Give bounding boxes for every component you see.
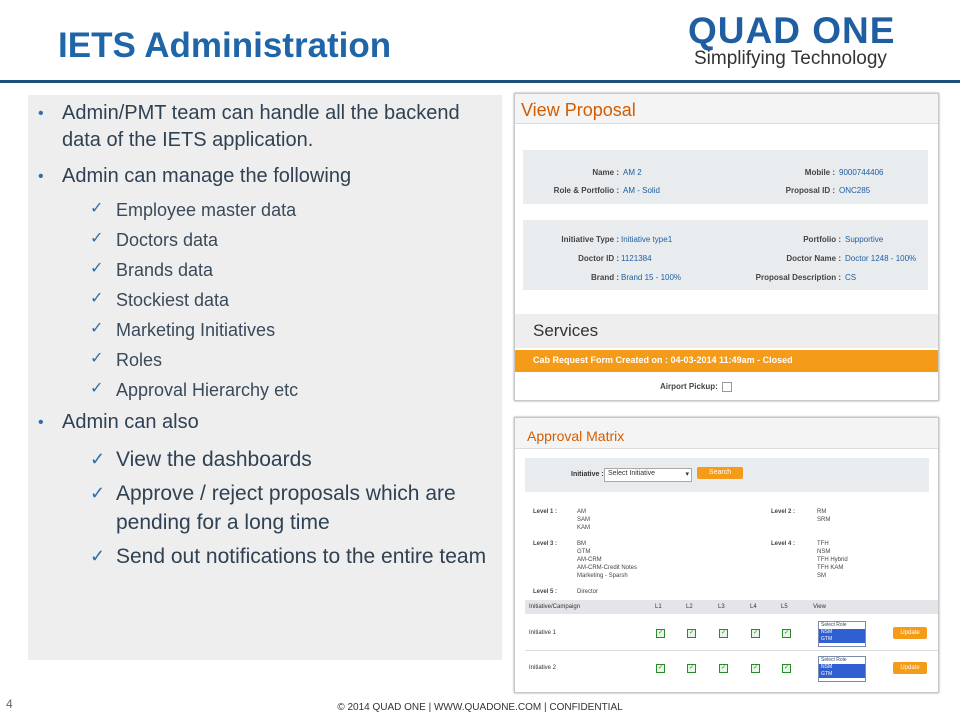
logo-main-text: QUAD ONE (688, 10, 896, 51)
checkbox-l4[interactable]: ✓ (752, 665, 759, 671)
role-listbox[interactable] (818, 621, 866, 647)
airport-pickup-label: Airport Pickup: (660, 382, 718, 391)
check-icon: ✓ (90, 546, 106, 566)
table-row (525, 651, 938, 685)
cab-request-bar[interactable] (515, 350, 938, 372)
checkbox-l3[interactable]: ✓ (720, 630, 727, 636)
check-icon: ✓ (90, 260, 104, 277)
col-l1: L1 (655, 604, 662, 610)
col-view: View (813, 604, 826, 610)
bullet-admin-also: • Admin can also (34, 409, 494, 436)
initiative-select[interactable]: Select Initiative ▾ (604, 468, 692, 482)
services-section (515, 314, 938, 348)
col-l5: L5 (781, 604, 788, 610)
brand-label: Brand : (591, 273, 619, 282)
manage-item: ✓ Approval Hierarchy etc (90, 380, 299, 400)
airport-pickup-checkbox[interactable] (722, 382, 732, 392)
also-item: ✓ View the dashboards (34, 445, 494, 474)
update-button[interactable]: Update (893, 662, 927, 674)
checkbox-l1[interactable]: ✓ (657, 665, 664, 671)
check-icon: ✓ (90, 290, 104, 307)
checkbox-l2[interactable]: ✓ (688, 630, 695, 636)
checkbox-l3[interactable]: ✓ (720, 665, 727, 671)
level5-label: Level 5 : (533, 589, 558, 595)
logo-tagline: Simplifying Technology (694, 48, 887, 69)
level4-values: TFH NSM TFH Hybrid TFH KAM SM (817, 541, 848, 579)
proposal-info-block (523, 150, 928, 204)
page-title: IETS Administration (58, 26, 392, 65)
check-icon: ✓ (90, 449, 106, 469)
col-initiative: Initiative/Campaign (529, 604, 581, 610)
doctor-id-label: Doctor ID : (578, 254, 619, 263)
brand-value: Brand 15 - 100% (621, 273, 682, 282)
cab-request-text: Cab Request Form Created on : 04-03-2014 11:49am - Closed (533, 355, 793, 365)
level1-label: Level 1 : (533, 509, 558, 515)
mobile-label: Mobile : (804, 168, 835, 177)
proposal-description-value: CS (845, 273, 857, 282)
approval-table (525, 600, 938, 692)
view-proposal-title: View Proposal (515, 94, 938, 124)
table-row (525, 616, 938, 651)
checkbox-l1[interactable]: ✓ (657, 630, 664, 636)
check-icon: ✓ (90, 380, 104, 397)
level2-values: RM SRM (817, 509, 831, 523)
checkbox-l5[interactable]: ✓ (783, 665, 790, 671)
role-listbox[interactable] (818, 656, 866, 682)
bullet-admin-pmt: • Admin/PMT team can handle all the backend data of the IETS application. (34, 100, 494, 154)
doctor-name-label: Doctor Name : (786, 254, 841, 263)
view-proposal-screenshot (514, 93, 939, 401)
table-header (525, 600, 938, 614)
role-option[interactable]: GTM (819, 636, 865, 643)
initiative-label: Initiative : (571, 471, 604, 478)
initiative-type-label: Initiative Type : (561, 235, 619, 244)
proposal-description-label: Proposal Description : (755, 273, 841, 282)
col-l3: L3 (718, 604, 725, 610)
name-label: Name : (592, 168, 619, 177)
manage-item: ✓ Doctors data (90, 230, 219, 250)
doctor-id-value: 1121384 (621, 254, 652, 263)
also-item: ✓ Send out notifications to the entire team (34, 542, 494, 571)
role-value: AM - Solid (623, 186, 660, 195)
portfolio-value: Supportive (845, 235, 884, 244)
bullet-list (34, 100, 494, 576)
level3-values: BM GTM AM-CRM AM-CRM-Credit Notes Marketing - Sparsh (577, 541, 638, 579)
level3-label: Level 3 : (533, 541, 558, 547)
check-icon: ✓ (90, 350, 104, 367)
manage-item: ✓ Employee master data (90, 200, 297, 220)
col-l4: L4 (750, 604, 757, 610)
name-value: AM 2 (623, 168, 642, 177)
update-button[interactable]: Update (893, 627, 927, 639)
also-item: ✓ Approve / reject proposals which are pending for a long time (34, 479, 494, 537)
services-title: Services (533, 321, 599, 340)
check-icon: ✓ (90, 200, 104, 217)
role-option[interactable]: GTM (819, 671, 865, 678)
page-number: 4 (6, 697, 13, 711)
level1-values: AM SAM KAM (577, 509, 591, 531)
proposal-id-value: ONC285 (839, 186, 871, 195)
level5-values: Director (577, 589, 599, 595)
role-option[interactable]: NSM (819, 629, 865, 636)
bullet-admin-manage: • Admin can manage the following (34, 163, 494, 190)
check-icon: ✓ (90, 483, 106, 503)
role-option[interactable]: NSM (819, 664, 865, 671)
check-icon: ✓ (90, 230, 104, 247)
chevron-down-icon: ▾ (685, 471, 689, 478)
doctor-name-value: Doctor 1248 - 100% (845, 254, 917, 263)
mobile-value: 9000744406 (839, 168, 884, 177)
company-logo (688, 10, 928, 72)
proposal-id-label: Proposal ID : (785, 186, 835, 195)
role-option[interactable]: Select Role (821, 657, 847, 663)
level2-label: Level 2 : (771, 509, 796, 515)
header-divider (0, 80, 960, 83)
checkbox-l2[interactable]: ✓ (688, 665, 695, 671)
footer-text: © 2014 QUAD ONE | WWW.QUADONE.COM | CONFIDENTIAL (337, 702, 623, 713)
manage-item: ✓ Roles (90, 350, 163, 370)
initiative-search-row (525, 458, 929, 492)
level4-label: Level 4 : (771, 541, 796, 547)
row-initiative-name: Initiative 1 (529, 630, 557, 636)
row-initiative-name: Initiative 2 (529, 665, 557, 671)
role-label: Role & Portfolio : (553, 186, 619, 195)
manage-item: ✓ Marketing Initiatives (90, 320, 276, 340)
checkbox-l5[interactable]: ✓ (783, 630, 790, 636)
approval-matrix-title: Approval Matrix (515, 418, 938, 449)
search-button[interactable]: Search (697, 467, 743, 479)
approval-matrix-screenshot (514, 417, 939, 693)
col-l2: L2 (686, 604, 693, 610)
checkbox-l4[interactable]: ✓ (752, 630, 759, 636)
manage-item: ✓ Stockiest data (90, 290, 230, 310)
initiative-type-value: Initiative type1 (621, 235, 673, 244)
manage-item: ✓ Brands data (90, 260, 214, 280)
portfolio-label: Portfolio : (803, 235, 841, 244)
role-option[interactable]: Select Role (821, 622, 847, 628)
check-icon: ✓ (90, 320, 104, 337)
